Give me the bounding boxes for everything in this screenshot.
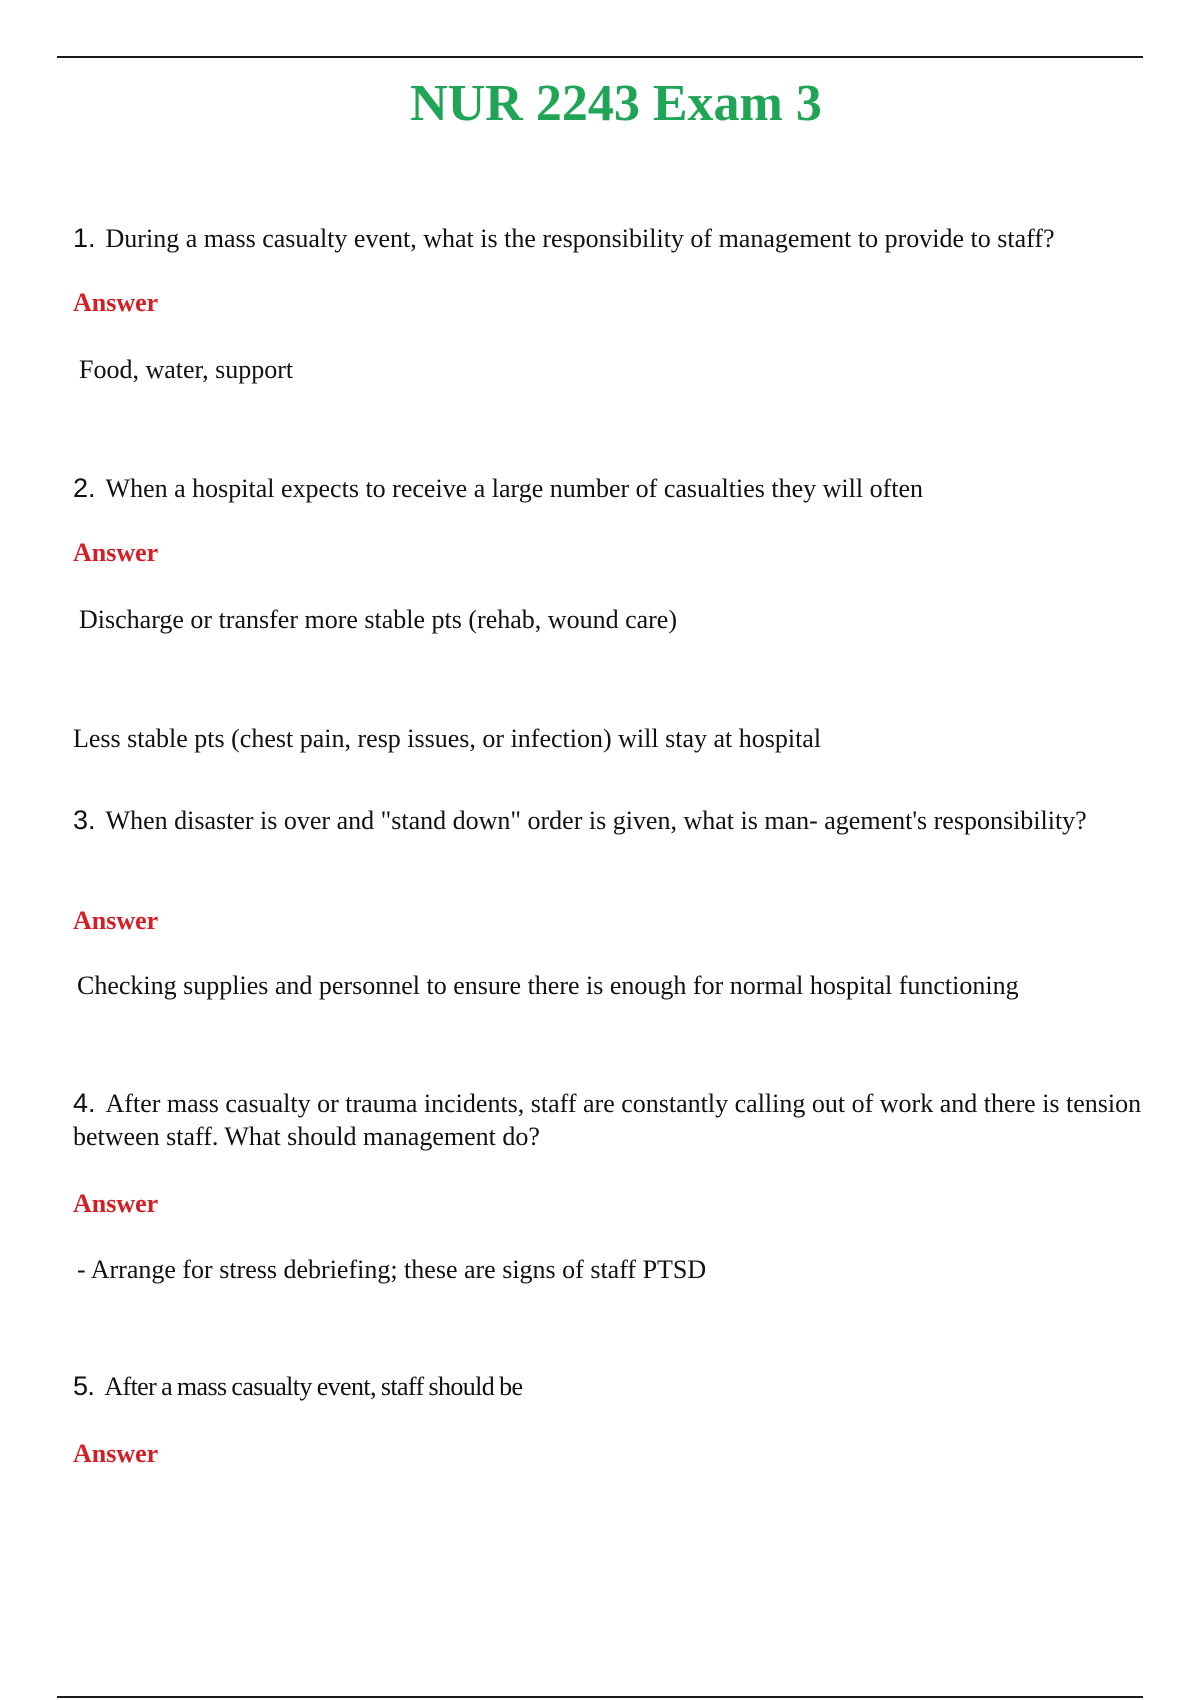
question-number: 3. [73,805,96,835]
question-4 [73,1087,1153,1153]
answer-label-2: Answer [73,538,159,567]
question-text: During a mass casualty event, what is the responsibility of management to provide to staff? [105,224,1055,253]
answer-note-2: Less stable pts (chest pain, resp issues, or infection) will stay at hospital [73,724,822,753]
answer-label-4: Answer [73,1189,159,1218]
answer-text-1: Food, water, support [79,355,294,384]
question-number: 5. [73,1371,95,1401]
page-title: NUR 2243 Exam 3 [410,75,822,132]
question-2 [73,472,1153,505]
answer-label-3: Answer [73,906,159,935]
bottom-rule [57,1696,1143,1698]
answer-label-5: Answer [73,1439,159,1468]
question-text: After a mass casualty event, staff should be [104,1372,523,1401]
question-text: After mass casualty or trauma incidents, staff are constantly calling out of work and there is tension between staff. What should management do? [73,1089,1142,1151]
question-text: When disaster is over and "stand down" order is given, what is man- agement's responsibility? [105,806,1087,835]
question-number: 4. [73,1088,96,1118]
question-3 [73,804,1153,837]
answer-text-3: Checking supplies and personnel to ensure there is enough for normal hospital functioning [77,971,1019,1000]
question-number: 2. [73,473,96,503]
question-text: When a hospital expects to receive a large number of casualties they will often [105,474,924,503]
question-number: 1. [73,223,96,253]
answer-text-2: Discharge or transfer more stable pts (rehab, wound care) [79,605,677,634]
question-1 [73,222,1153,255]
answer-label-1: Answer [73,288,159,317]
question-5 [73,1370,1153,1403]
top-rule [57,56,1143,58]
answer-text-4: - Arrange for stress debriefing; these are signs of staff PTSD [77,1255,707,1284]
